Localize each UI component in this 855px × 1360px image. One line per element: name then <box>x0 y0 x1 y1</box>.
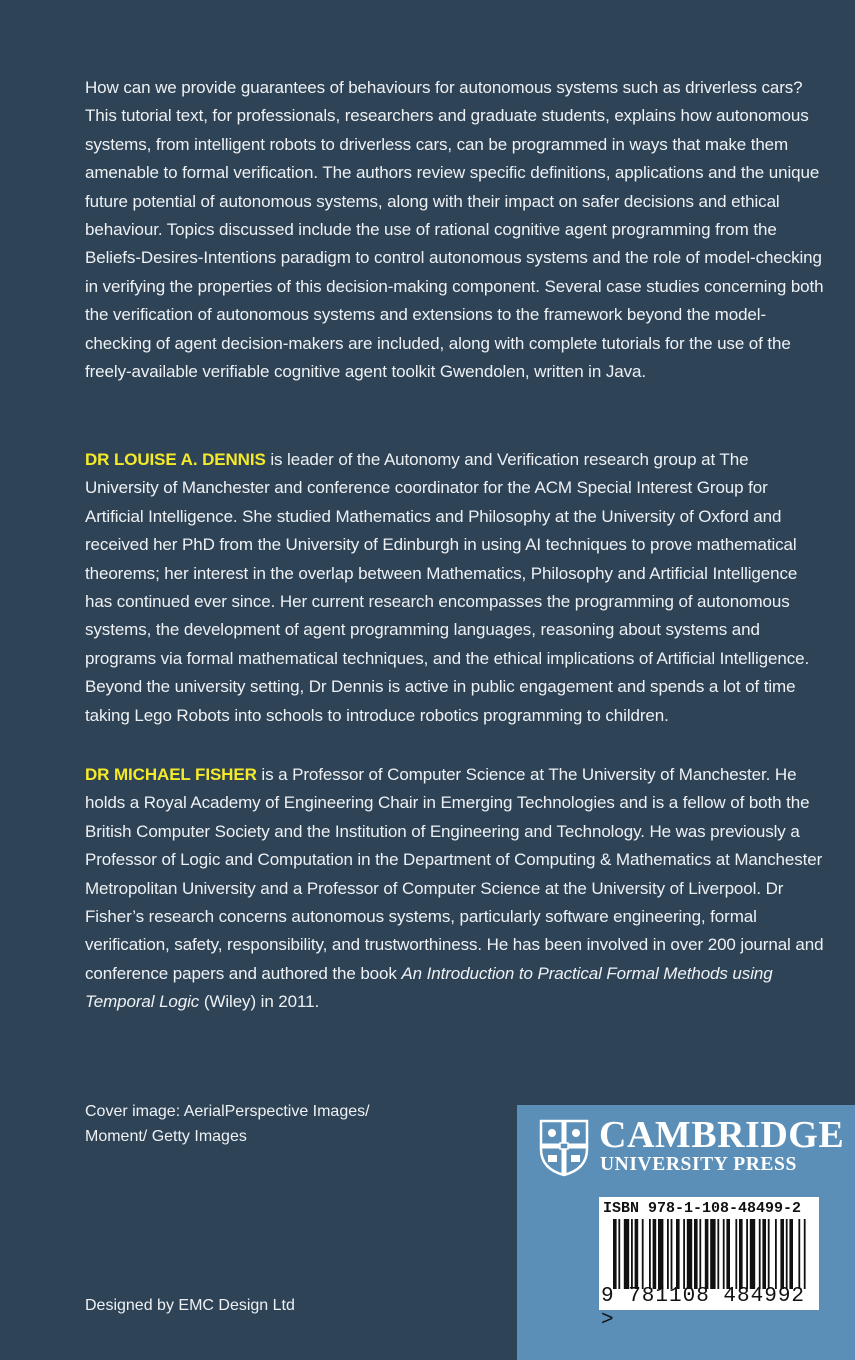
publisher-subname: UNIVERSITY PRESS <box>600 1154 797 1175</box>
isbn-barcode <box>599 1197 819 1332</box>
barcode-bar <box>631 1219 633 1289</box>
barcode-bar <box>789 1219 793 1289</box>
cover-image-credit: Cover image: AerialPerspective Images/ Moment/ Getty Images <box>85 1103 370 1145</box>
author1-bio: is leader of the Autonomy and Verification research group at The University of Manchester and conference coordinator for the ACM Special Interest Group for Artificial Intelligence. She studied Mathematics and Philosophy at the University of Oxford and received her PhD from the University of Edinburgh in using AI techniques to prove mathematical theorems; her interest in the overlap between Mathematics, Philosophy and Artificial Intelligence has continued ever since. Her current research encompasses the programming of autonomous systems, the development of agent programming languages, reasoning about systems and programs via formal mathematical techniques, and the ethical implications of Artificial Intelligence. Beyond the university setting, Dr Dennis is active in public engagement and spends a lot of time taking Lego Robots into schools to introduce robotics programming to children. <box>85 450 810 725</box>
barcode-bar <box>671 1219 673 1289</box>
barcode-bar <box>735 1219 737 1289</box>
designer-credit: Designed by EMC Design Ltd <box>85 1297 295 1314</box>
barcode-bar <box>642 1219 644 1289</box>
blurb-text: How can we provide guarantees of behaviours for autonomous systems such as driverless cars? This tutorial text, for professionals, researchers and graduate students, explains how autonomous systems, from intelligent robots to driverless cars, can be programmed in ways that make them amenable to formal verification. The authors review specific definitions, applications and the unique future potential of autonomous systems, along with their impact on safer decisions and ethical behaviour. Topics discussed include the use of rational cognitive agent programming from the Beliefs-Desires-Intentions paradigm to control autonomous systems and the role of model-checking in verifying the properties of this decision-making component. Several case studies concerning both the verification of autonomous systems and extensions to the framework beyond the model-checking of agent decision-makers are included, along with complete tutorials for the use of the freely-available verifiable cognitive agent toolkit Gwendolen, written in Java. <box>85 78 824 382</box>
barcode-bar <box>618 1219 620 1289</box>
barcode-bar <box>667 1219 669 1289</box>
barcode-bar <box>649 1219 651 1289</box>
barcode-bar <box>683 1219 685 1289</box>
barcode-bar <box>710 1219 715 1289</box>
barcode-bar <box>775 1219 777 1289</box>
author1-name: DR LOUISE A. DENNIS <box>85 450 266 469</box>
barcode-bar <box>768 1219 770 1289</box>
barcode-bar <box>780 1219 784 1289</box>
barcode-bar <box>705 1219 709 1289</box>
author1-paragraph <box>85 446 825 730</box>
cambridge-shield-icon <box>539 1119 589 1177</box>
barcode-bar <box>653 1219 657 1289</box>
barcode-bar <box>687 1219 692 1289</box>
barcode-bar <box>739 1219 743 1289</box>
barcode-bar <box>658 1219 663 1289</box>
barcode-bar <box>613 1219 617 1289</box>
isbn-label: ISBN 978-1-108-48499-2 <box>603 1200 802 1217</box>
barcode-bar <box>717 1219 719 1289</box>
publisher-panel <box>517 1105 855 1360</box>
barcode-bar <box>699 1219 701 1289</box>
blurb-paragraph <box>85 74 825 386</box>
barcode-bar <box>635 1219 639 1289</box>
barcode-bar <box>804 1219 806 1289</box>
barcode-bar <box>723 1219 725 1289</box>
barcode-bar <box>759 1219 761 1289</box>
barcode-bar <box>726 1219 730 1289</box>
author2-book-title: An Introduction to Practical Formal Methods using Temporal Logic <box>85 963 773 1012</box>
barcode-bar <box>694 1219 698 1289</box>
publisher-name: CAMBRIDGE <box>599 1114 845 1156</box>
barcode-bar <box>676 1219 680 1289</box>
author2-paragraph <box>85 761 825 1017</box>
author2-bio-end: (Wiley) in 2011. <box>199 992 320 1012</box>
ean-digits: 9 781108 484992 > <box>601 1285 806 1332</box>
barcode-bar <box>624 1219 629 1289</box>
barcode-bar <box>750 1219 755 1289</box>
barcode-bar <box>798 1219 800 1289</box>
barcode-bar <box>746 1219 748 1289</box>
barcode-bar <box>762 1219 766 1289</box>
barcode-bar <box>786 1219 788 1289</box>
author2-name: DR MICHAEL FISHER <box>85 765 257 784</box>
barcode-bars <box>599 1219 819 1289</box>
author2-bio: is a Professor of Computer Science at The University of Manchester. He holds a Royal Academy of Engineering Chair in Emerging Technologies and is a fellow of both the British Computer Society and the Institution of Engineering and Technology. He was previously a Professor of Logic and Computation in the Department of Computing & Mathematics at Manchester Metropolitan University and a Professor of Computer Science at the University of Liverpool. Dr Fisher’s research concerns autonomous systems, particularly software engineering, formal verification, safety, responsibility, and trustworthiness. He has been involved in over 200 journal and conference papers and authored the book <box>85 765 824 983</box>
